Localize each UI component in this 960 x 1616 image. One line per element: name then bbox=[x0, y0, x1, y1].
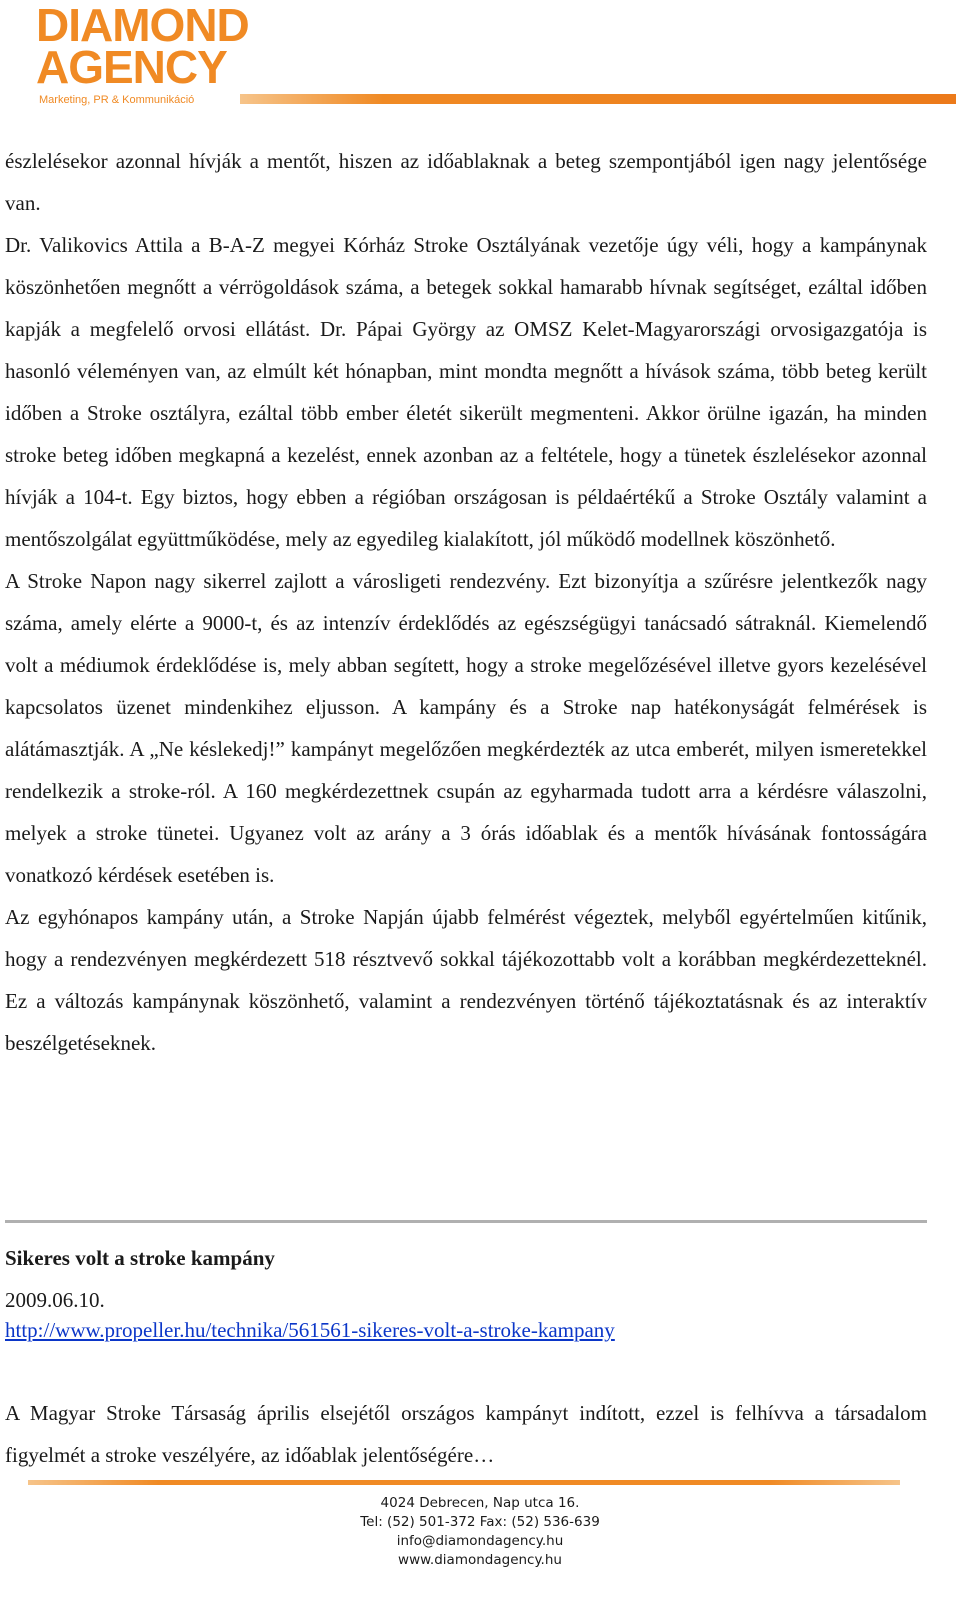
header-orange-bar bbox=[240, 94, 956, 104]
body-paragraph: A Stroke Napon nagy sikerrel zajlott a városligeti rendezvény. Ezt bizonyítja a szűrésre jelentkezők nagy száma, amely elérte a 9000-t, és az intenzív érdeklődés az egészségügyi tanácsadó sátraknál. Kiemelendő volt a médiumok érdeklődése is, mely abban segített, hogy a stroke megelőzésével illetve gyors kezelésével kapcsolatos üzenet mindenkihez eljusson. A kampány és a Stroke nap hatékonyságát felmérések is alátámasztják. A „Ne késlekedj!” kampányt megelőzően megkérdezték az utca emberét, milyen ismeretekkel rendelkezik a stroke-ról. A 160 megkérdezettnek csupán az egyharmada tudott arra a kérdésre válaszolni, melyek a stroke tünetei. Ugyanez volt az arány a 3 órás időablak és a mentők hívásának fontosságára vonatkozó kérdések esetében is. bbox=[5, 569, 927, 887]
logo-tagline: Marketing, PR & Kommunikáció bbox=[39, 94, 195, 106]
diamond-agency-logo bbox=[36, 2, 296, 108]
footer-orange-bar bbox=[28, 1480, 900, 1485]
article-date: 2009.06.10. bbox=[5, 1288, 105, 1312]
document-body bbox=[5, 140, 927, 1064]
body-paragraph: Az egyhónapos kampány után, a Stroke Napján újabb felmérést végeztek, melyből egyértelműen kitűnik, hogy a rendezvényen megkérdezett 518 résztvevő sokkal tájékozottabb volt a korábban megkérdezetteknél. Ez a változás kampánynak köszönhető, valamint a rendezvényen történő tájékoztatásnak és az interaktív beszélgetéseknek. bbox=[5, 905, 927, 1055]
footer-website: www.diamondagency.hu bbox=[398, 1552, 562, 1568]
footer-phone-fax: Tel: (52) 501-372 Fax: (52) 536-639 bbox=[360, 1514, 600, 1530]
article-title: Sikeres volt a stroke kampány bbox=[5, 1246, 275, 1270]
logo-text-agency: AGENCY bbox=[36, 41, 227, 93]
section-divider bbox=[5, 1220, 927, 1223]
teaser-paragraph: A Magyar Stroke Társaság április elsejétől országos kampányt indított, ezzel is felhívva a társadalom figyelmét a stroke veszélyére, az időablak jelentőségére… bbox=[5, 1401, 927, 1467]
footer-email: info@diamondagency.hu bbox=[396, 1533, 564, 1549]
body-paragraph: Dr. Valikovics Attila a B-A-Z megyei Kórház Stroke Osztályának vezetője úgy véli, hogy a kampánynak köszönhetően megnőtt a vérrögoldások száma, a betegek sokkal hamarabb hívnak segítséget, ezáltal időben kapják a megfelelő orvosi ellátást. Dr. Pápai György az OMSZ Kelet-Magyarországi orvosigazgatója is hasonló véleményen van, az elmúlt két hónapban, mint mondta megnőtt a hívások száma, több beteg került időben a Stroke osztályra, ezáltal több ember életét sikerült megmenteni. Akkor örülne igazán, ha minden stroke beteg időben megkapná a kezelést, ennek azonban az a feltétele, hogy a tünetek észlelésekor azonnal hívják a 104-t. Egy biztos, hogy ebben a régióban országosan is példaértékű a Stroke Osztály valamint a mentőszolgálat együttműködése, mely az egyedileg kialakított, jól működő modellnek köszönhető. bbox=[5, 233, 927, 551]
article-teaser bbox=[5, 1392, 927, 1476]
footer-address: 4024 Debrecen, Nap utca 16. bbox=[380, 1495, 580, 1511]
article-source-link[interactable]: http://www.propeller.hu/technika/561561-sikeres-volt-a-stroke-kampany bbox=[5, 1318, 615, 1342]
letterhead-footer bbox=[330, 1494, 630, 1570]
logo-text-diamond: DIAMOND bbox=[36, 0, 249, 51]
body-paragraph: észlelésekor azonnal hívják a mentőt, hiszen az időablaknak a beteg szempontjából igen nagy jelentősége van. bbox=[5, 149, 927, 215]
letterhead-header bbox=[0, 0, 960, 110]
